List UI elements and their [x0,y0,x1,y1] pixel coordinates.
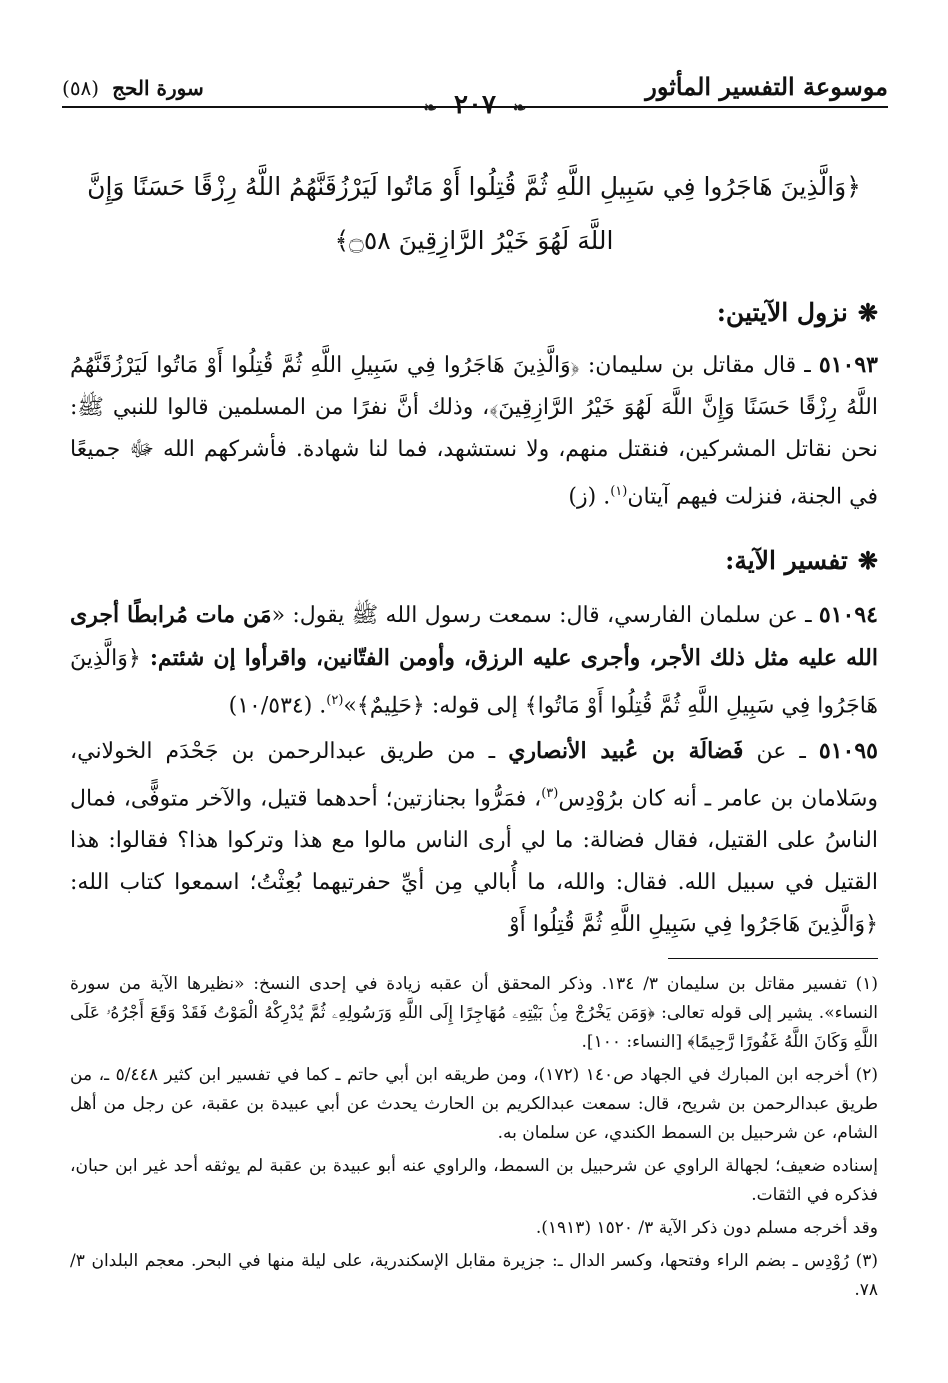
star-icon: ❋ [857,546,878,575]
narration-text: ـ عن [743,739,819,764]
footnotes [70,970,878,1309]
heading-text: نزول الآيتين: [716,298,848,327]
narration-end: . (١٠/٥٣٤) [228,693,327,719]
footnote-2-grading: إسناده ضعيف؛ لجهالة الراوي عن شرحبيل بن السمط، والراوي عنه أبو عبيدة بن عقبة لم يوثقه أحد غير ابن حبان، فذكره في الثقات. [70,1156,878,1205]
footnote-3: (٣) رُوْدِس ـ بضم الراء وفتحها، وكسر الدال ـ: جزيرة مقابل الإسكندرية، على ليلة منها في البحر. معجم البلدان ٣/ ٧٨. [70,1251,878,1300]
heading-text: تفسير الآية: [725,546,848,575]
page-number: ٢٠٧ [454,90,496,120]
footnote-ref[interactable]: (١) [610,484,628,499]
footnote-2-muslim: وقد أخرجه مسلم دون ذكر الآية ٣/ ١٥٢٠ (١٩١٣). [535,1218,878,1238]
surah-name: سورة الحج [112,76,204,100]
section-heading-revelation [717,298,878,327]
surah-number: (٥٨) [62,76,100,100]
narration-text: ، فمَرُّوا بجنازتين؛ أحدهما قتيل، والآخر متوفًّى، فمال الناسُ على القتيل، فقال فضالة: ما لي أرى الناس مالوا مع هذا وتركوا هذا؟ فقالوا: هذا القتيل في سبيل الله. فقال: والله، ما أُبالي مِن أيِّ حفرتيهما بُعِثْتُ؛ اسمعوا كتاب الله: ﴿وَالَّذِينَ هَاجَرُوا فِي سَبِيلِ اللَّهِ ثُمَّ قُتِلُوا أَوْ [70,786,878,938]
book-title: موسوعة التفسير المأثور [645,72,888,101]
surah-label [62,76,204,100]
narration-number: ٥١٠٩٣ [818,352,878,378]
page-header [62,58,888,118]
verse-text: ﴿وَالَّذِينَ هَاجَرُوا فِي سَبِيلِ اللَّهِ ثُمَّ قُتِلُوا أَوْ مَاتُوا لَيَرْزُقَنَّهُمُ اللَّهُ رِزْقًا حَسَنًا وَإِنَّ اللَّهَ لَهُوَ خَيْرُ الرَّازِقِينَ ۝٥٨﴾ [87,172,861,255]
narration-text: ـ قال مقاتل بن سليمان: ﴿وَالَّذِينَ هَاجَرُوا فِي سَبِيلِ اللَّهِ ثُمَّ قُتِلُوا أَوْ مَاتُوا لَيَرْزُقَنَّهُمُ اللَّهُ رِزْقًا حَسَنًا وَإِنَّ اللَّهَ لَهُوَ خَيْرُ الرَّازِقِينَ﴾، وذلك أنَّ نفرًا من المسلمين قالوا للنبي ﷺ: نحن نقاتل المشركين، فنقتل منهم، ولا نستشهد، فما لنا شهادة. فأشركهم الله ﷻ جميعًا في الجنة، فنزلت فيهم آيتان [70,353,878,510]
footnote-1: (١) تفسير مقاتل بن سليمان ٣/ ١٣٤. وذكر المحقق أن عقبه زيادة في إحدى النسخ: «نظيرها الآية من سورة النساء». يشير إلى قوله تعالى: ﴿وَمَن يَخْرُجْ مِنۢ بَيْتِهِۦ مُهَاجِرًا إِلَى اللَّهِ وَرَسُولِهِۦ ثُمَّ يُدْرِكْهُ الْمَوْتُ فَقَدْ وَقَعَ أَجْرُهُۥ عَلَى اللَّهِ وَكَانَ اللَّهُ غَفُورًا رَّحِيمًا﴾ [النساء: ١٠٠]. [70,974,878,1052]
narration-51094 [70,594,878,727]
narration-number: ٥١٠٩٤ [818,602,878,628]
star-icon: ❋ [857,298,878,327]
header-rule [62,106,888,108]
narration-text: ـ من طريق عبدالرحمن بن جَحْدَم الخولاني، وسَلامان بن عامر ـ أنه كان برُوْدِس [70,739,878,812]
ornament-icon: ❧ [513,98,527,117]
narration-number: ٥١٠٩٥ [818,738,878,764]
section-heading-tafsir [725,546,878,575]
footnote-rule [668,958,878,959]
footnote-ref[interactable]: (٢) [326,693,344,708]
hadith-text: مَن مات مُرابطًا أجرى الله عليه مثل ذلك الأجر، وأجرى عليه الرزق، وأومن الفتّانين، واقرأوا إن شئتم: [70,602,878,671]
narration-51095 [70,730,878,946]
footnote-2: (٢) أخرجه ابن المبارك في الجهاد ص١٤٠ (١٧٢)، ومن طريقه ابن أبي حاتم ـ كما في تفسير ابن كثير ٥/٤٤٨ ـ، من طريق عبدالرحمن بن شريح، قال: سمعت عبدالكريم بن الحارث يحدث عن أبي عبيدة بن عقبة، عن رجل من أهل الشام، عن شرحبيل بن السمط الكندي، عن سلمان به. [70,1065,879,1143]
narration-end: . (ز) [568,484,611,510]
ornament-icon: ❧ [423,98,437,117]
quran-verse [70,160,878,268]
narration-text: ـ عن سلمان الفارسي، قال: سمعت رسول الله ﷺ يقول: « [271,603,819,628]
narration-51093 [70,344,878,518]
footnote-ref[interactable]: (٣) [541,786,559,801]
verse-quote: ﴿وَالَّذِينَ هَاجَرُوا فِي سَبِيلِ اللَّهِ ثُمَّ قُتِلُوا أَوْ مَاتُوا﴾ إلى قوله: ﴿حَلِيمٌ﴾» [70,646,878,719]
narrator-name: فَضالَة بن عُبيد الأنصاري [508,738,744,764]
